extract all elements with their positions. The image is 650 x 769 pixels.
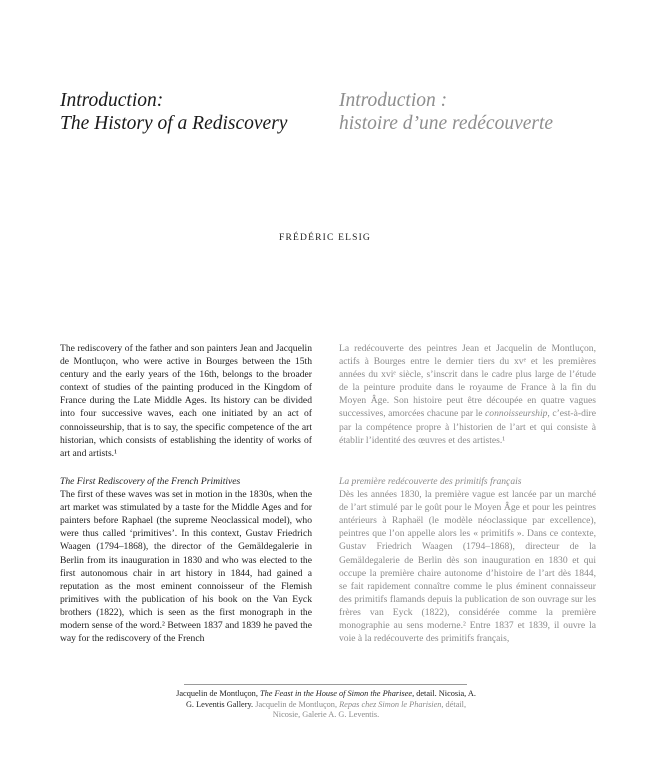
- english-section-heading: The First Rediscovery of the French Primitives: [60, 476, 241, 487]
- french-section-body: Dès les années 1830, la première vague est lancée par un marché de l’art stimulé par le goût pour le Moyen Âge et pour les peintres antérieurs à Raphaël (le modèle néoclassique par excellence), peintres que l’on appelle alors les « primitifs ». Dans ce contexte, Gustav Friedrich Waagen (1794–1868), directeur de la Gemäldegalerie de Berlin dès son inauguration en 1830 et qui occupe la première chaire autonome d’histoire de l’art dès 1844, se fait rapidement connaître comme le plus éminent connaisseur des primitifs flamands depuis la publication de son ouvrage sur les frères van Eyck (1822), considérée comme la première monographie au sens moderne.² Entre 1837 et 1839, il ouvre la voie à la redécouverte des primitifs français,: [339, 489, 596, 645]
- french-intro-emphasis: connoisseurship: [485, 408, 548, 420]
- french-intro-text-a: La redécouverte des peintres Jean et Jacquelin de Montluçon, actifs à Bourges entre le dernier tiers du xvᵉ et les premières années du xviᵉ siècle, s’inscrit dans le cadre plus large de l’étude de la peinture produite dans le royaume de France à la fin du Moyen Âge. Son histoire peut être découpée en quatre vagues successives, amorcées chacune par le: [339, 343, 596, 420]
- english-intro-paragraph: The rediscovery of the father and son painters Jean and Jacquelin de Montluçon, who were active in Bourges between the 15th century and the early years of the 16th, belongs to the broader context of studies of the painting produced in the Kingdom of France during the Late Middle Ages. Its history can be divided into four successive waves, each one initiated by an act of connoisseurship, that is to say, the specific competence of the art historian, which consists of establishing the identity of works of art and artists.¹: [60, 343, 312, 459]
- title-french: [339, 89, 609, 135]
- english-intro: [60, 342, 312, 460]
- caption-french-text-a: Jacquelin de Montluçon,: [255, 699, 340, 709]
- english-section-body: The first of these waves was set in motion in the 1830s, when the art market was stimulated by a taste for the Middle Ages and for painters before Raphael (the supreme Neoclassical model), who were thus called ‘primitives’. In this context, Gustav Friedrich Waagen (1794–1868), the director of the Gemäldegalerie in Berlin from its inauguration in 1830 and who was elected to the first autonomous chair in art history in 1844, had gained a reputation as the most eminent connoisseur of the Flemish primitives with the publication of his book on the Van Eyck brothers (1822), which is seen as the first monograph in the modern sense of the word.² Between 1837 and 1839 he paved the way for the rediscovery of the French: [60, 489, 312, 645]
- french-intro-paragraph: [339, 342, 596, 447]
- french-intro-text-b: , c’est-à-dire par la compétence propre à l’historien de l’art et qui consiste à établir l’identité des œuvres et des artistes.¹: [339, 408, 596, 446]
- author-name: FRÉDÉRIC ELSIG: [278, 233, 371, 243]
- caption-french-text-b: , détail, Nicosie, Galerie A. G. Leventis.: [272, 699, 467, 720]
- english-section: [60, 475, 312, 645]
- figure-caption: [176, 689, 476, 721]
- caption-english-title: The Feast in the House of Simon the Pharisee: [259, 689, 413, 698]
- french-section-heading: La première redécouverte des primitifs français: [339, 476, 522, 487]
- caption-english-text-a: Jacquelin de Montluçon,: [176, 689, 260, 698]
- caption-french: [255, 700, 466, 720]
- caption-english-text-b: , detail. Nicosia, A. G. Leventis Gallery.: [185, 689, 476, 709]
- title-english: [60, 89, 330, 135]
- french-intro: [339, 342, 596, 447]
- title-english-line2: The History of a Rediscovery: [60, 113, 288, 134]
- title-french-line2: histoire d’une redécouverte: [339, 113, 554, 134]
- caption-divider: [184, 684, 467, 685]
- title-english-line1: Introduction:: [60, 90, 164, 111]
- french-section: [339, 475, 596, 645]
- title-french-line1: Introduction :: [339, 90, 448, 111]
- caption-french-title: Repas chez Simon le Pharisien: [339, 699, 442, 709]
